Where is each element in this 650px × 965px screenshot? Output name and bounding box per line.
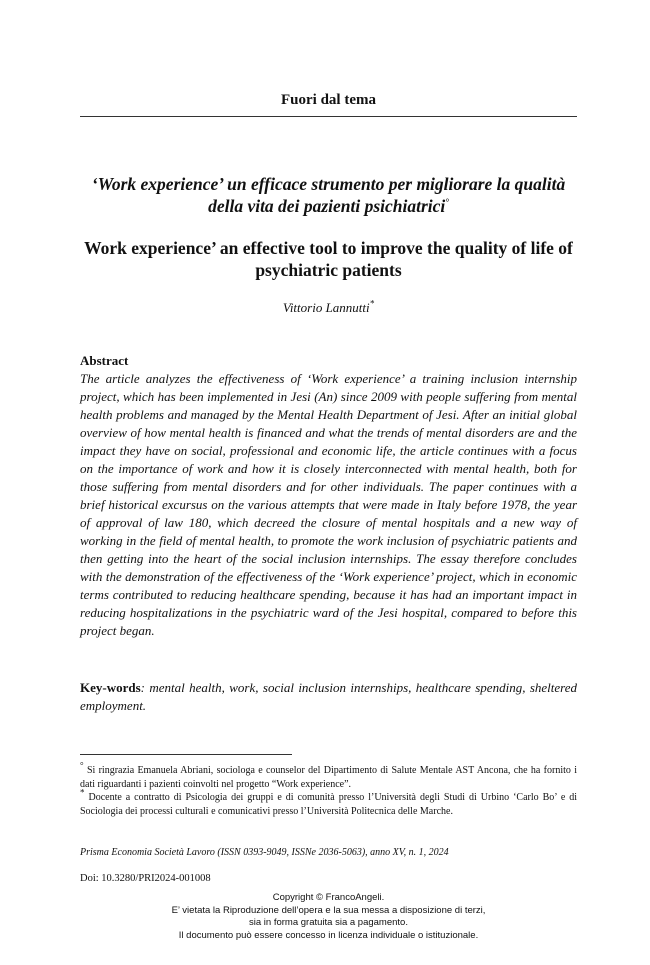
footnote-text: Docente a contratto di Psicologia dei gruppi e di comunità presso l’Università degli Studi di Urbino ‘Carlo Bo’ e di Sociologia dei processi culturali e comunicativi presso l’Università Politecnica delle Marche. [80,792,578,817]
footnote-text: Si ringrazia Emanuela Abriani, sociologa e counselor del Dipartimento di Salute Mentale AST Ancona, che ha fornito i dati riguardanti i pazienti coinvolti nel progetto “Work experience”. [80,765,577,790]
doi: Doi: 10.3280/PRI2024-001008 [80,873,211,884]
author [80,300,577,316]
title-italian-text: ‘Work experience’ un efficace strumento per migliorare la qualità della vita dei pazienti psichiatrici [91,174,566,216]
section-header: Fuori dal tema [281,92,376,108]
footnote-rule [80,754,292,755]
copyright-line: Il documento può essere concesso in licenza individuale o istituzionale. [178,929,479,941]
copyright-notice [80,892,577,942]
footnote-mark: * [80,787,85,798]
author-footnote-mark: * [369,298,375,309]
keywords [80,679,577,715]
footnote [80,787,578,818]
keywords-label: Key-words [80,680,141,695]
footnote [80,760,577,791]
copyright-line: E’ vietata la Riproduzione dell’opera e la sua messa a disposizione di terzi, [171,904,486,916]
header-rule [80,116,577,117]
title-english: Work experience’ an effective tool to improve the quality of life of psychiatric patients [84,238,573,280]
abstract-body: The article analyzes the effectiveness of ‘Work experience’ a training inclusion internship project, which has been implemented in Jesi (An) since 2009 with people suffering from mental health problems and managed by the Mental Health Department of Jesi. After an initial global overview of how mental health is financed and what the trends of mental disorders are and the impact they have on social, professional and economic life, the article continues with a focus on the importance of work and how it is closely interconnected with mental health, both for those suffering from mental disorders and for other individuals. The paper continues with a brief historical excursus on the various attempts that were made in Italy before 1978, the year of approval of law 180, which decreed the closure of mental hospitals and a new way of working in the field of mental health, to promote the work inclusion of psychiatric patients and then getting into the heart of the social inclusion internships. The essay therefore concludes with the demonstration of the effectiveness of the ‘Work experience’ project, which in economic terms contributed to reducing healthcare spending, because it has had an important impact in reducing hospitalizations in the psychiatric ward of the Jesi hospital, compared to before this project began. [80,371,577,638]
footnotes [80,760,578,818]
copyright-line: sia in forma gratuita sia a pagamento. [249,917,408,928]
author-name: Vittorio Lannutti [282,300,370,315]
keywords-values: mental health, work, social inclusion internships, healthcare spending, sheltered employment. [80,680,577,713]
title-footnote-mark: ° [445,197,449,208]
journal-reference: Prisma Economia Società Lavoro (ISSN 0393-9049, ISSNe 2036-5063), anno XV, n. 1, 2024 [80,847,449,858]
abstract-heading: Abstract [80,353,129,368]
keywords-separator: : [140,680,146,695]
title-italian [80,173,577,217]
footnote-mark: ° [80,760,84,771]
copyright-line: Copyright © FrancoAngeli. [272,892,385,903]
